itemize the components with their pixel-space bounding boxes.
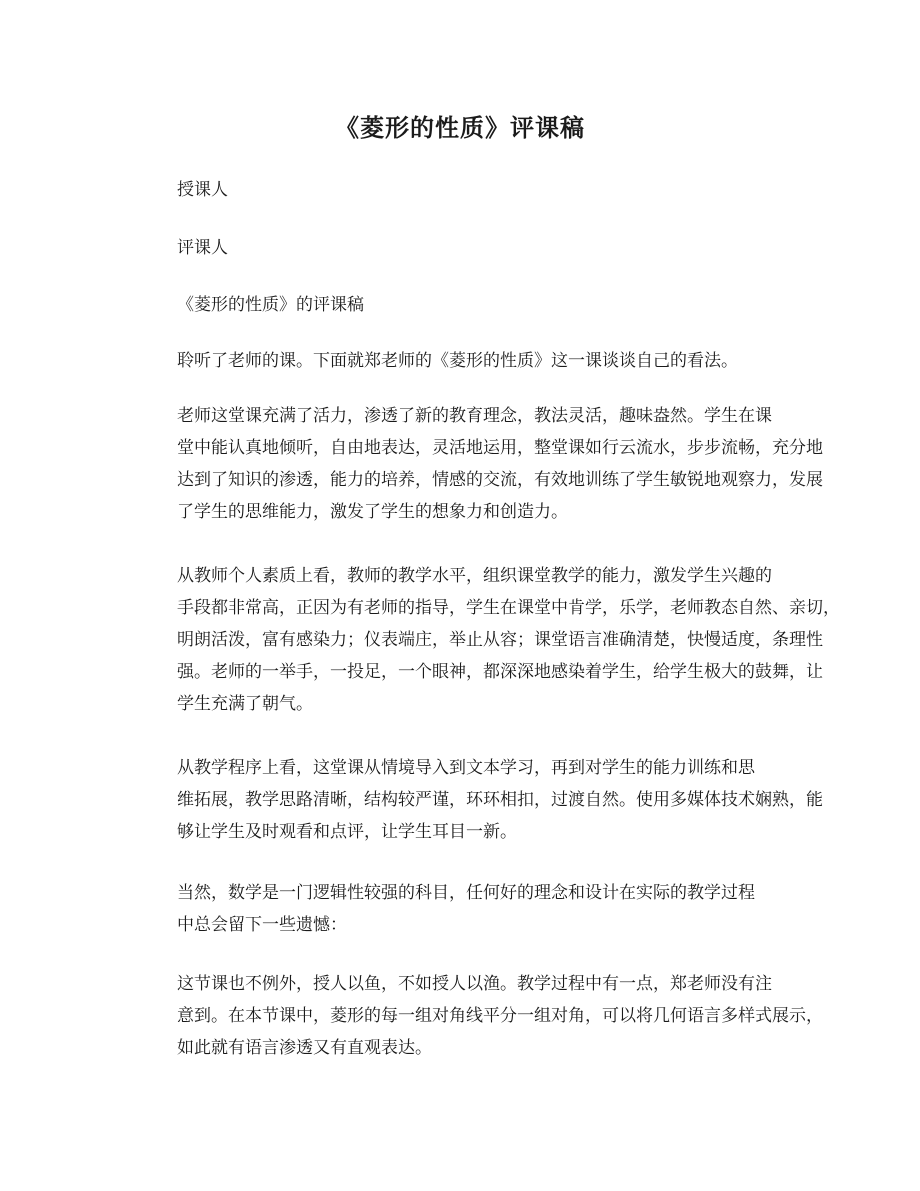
paragraph-line: 达到了知识的渗透，能力的培养，情感的交流，有效地训练了学生敏锐地观察力，发展: [177, 470, 823, 490]
paragraph-1: [177, 400, 823, 528]
paragraph-line: 中总会留下一些遗憾：: [177, 915, 347, 935]
paragraph-line: 从教学程序上看，这堂课从情境导入到文本学习，再到对学生的能力训练和思: [177, 758, 755, 778]
paragraph-line: 维拓展，教学思路清晰，结构较严谨，环环相扣，过渡自然。使用多媒体技术娴熟，能: [177, 790, 823, 810]
paragraph-line: 从教师个人素质上看，教师的教学水平，组织课堂教学的能力，激发学生兴趣的: [177, 566, 772, 586]
paragraph-line: 这节课也不例外，授人以鱼，不如授人以渔。教学过程中有一点，郑老师没有注: [177, 974, 772, 994]
paragraph-line: 当然，数学是一门逻辑性较强的科目，任何好的理念和设计在实际的教学过程: [177, 883, 755, 903]
paragraph-line: 意到。在本节课中，菱形的每一组对角线平分一组对角，可以将几何语言多样式展示，: [177, 1006, 823, 1026]
paragraph-line: 明朗活泼，富有感染力；仪表端庄，举止从容；课堂语言准确清楚，快慢适度，条理性: [177, 630, 823, 650]
paragraph-line: 如此就有语言渗透又有直观表达。: [177, 1038, 432, 1058]
reviewer-line: 评课人: [177, 238, 228, 258]
paragraph-3: [177, 752, 823, 848]
paragraph-line: 老师这堂课充满了活力，渗透了新的教育理念，教法灵活，趣味盎然。学生在课: [177, 406, 772, 426]
paragraph-2: [177, 560, 840, 720]
paragraph-line: 手段都非常高，正因为有老师的指导，学生在课堂中肯学，乐学，老师教态自然、亲切，: [177, 598, 840, 618]
paragraph-line: 了学生的思维能力，激发了学生的想象力和创造力。: [177, 502, 568, 522]
document-title: 《菱形的性质》评课稿: [335, 113, 585, 142]
subtitle-line: 《菱形的性质》的评课稿: [177, 295, 364, 315]
paragraph-line: 堂中能认真地倾听，自由地表达，灵活地运用，整堂课如行云流水，步步流畅，充分地: [177, 438, 823, 458]
paragraph-line: 强。老师的一举手，一投足，一个眼神，都深深地感染着学生，给学生极大的鼓舞，让: [177, 662, 823, 682]
paragraph-5: [177, 968, 823, 1064]
paragraph-line: 够让学生及时观看和点评，让学生耳目一新。: [177, 822, 517, 842]
paragraph-line: 学生充满了朝气。: [177, 694, 313, 714]
lecturer-line: 授课人: [177, 180, 228, 200]
paragraph-4: [177, 877, 783, 941]
intro-line: 聆听了老师的课。下面就郑老师的《菱形的性质》这一课谈谈自己的看法。: [177, 351, 738, 371]
